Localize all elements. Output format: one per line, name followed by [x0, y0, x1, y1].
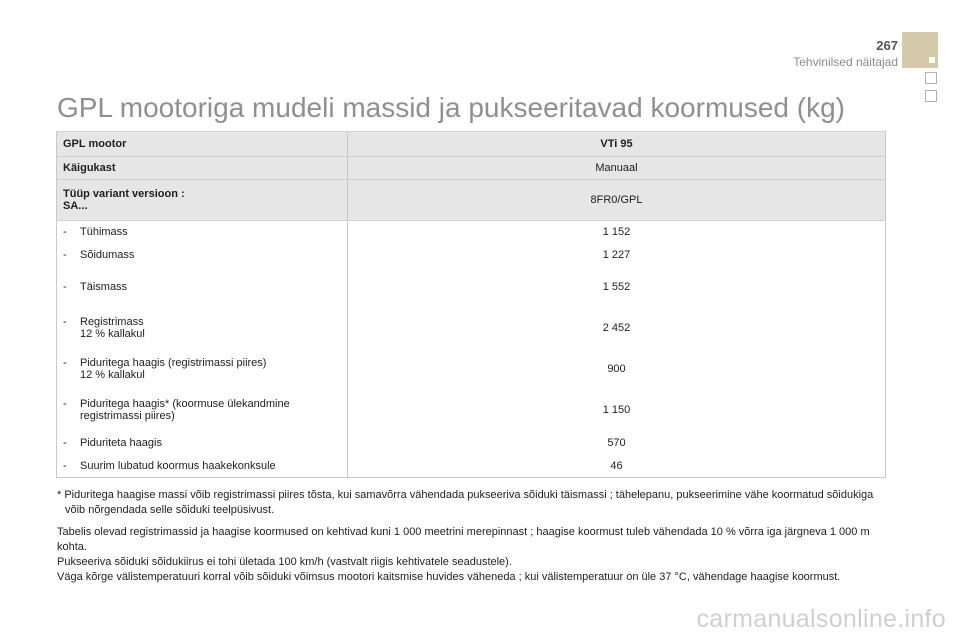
- page-title: GPL mootoriga mudeli massid ja pukseeritavad koormused (kg): [57, 92, 845, 123]
- row-value: 1 152: [348, 221, 886, 244]
- table-header-row: [57, 157, 886, 180]
- table-header-row: [57, 180, 886, 221]
- type-label: [57, 180, 348, 221]
- engine-value: VTi 95: [348, 132, 886, 157]
- notes: [57, 488, 887, 585]
- row-label: - Tühimass: [63, 226, 128, 239]
- row-value: 900: [348, 348, 886, 390]
- row-label: - Piduriteta haagis: [63, 436, 162, 449]
- table-row: [57, 221, 886, 244]
- type-label-line1: Tüüp variant versioon :: [63, 188, 185, 200]
- mass-table: [56, 131, 886, 478]
- type-label-line2: SA...: [63, 200, 88, 212]
- row-label: - Piduritega haagis (registrimassi piires) 12 % kallakul: [63, 356, 267, 381]
- section-label: Tehvinilsed näitajad: [793, 55, 898, 69]
- tab-marker: [929, 57, 935, 63]
- table-header-row: [57, 132, 886, 157]
- footnote: * Piduritega haagise massi võib registrimassi piires tõsta, kui samavõrra vähendada pukseeriva sõiduki täismassi ; tähelepanu, pukseerimine vähe koormatud sõidukiga võib nõrgendada selle sõiduki teelpüsivust.: [57, 489, 874, 516]
- table-row: [57, 431, 886, 455]
- page-nav-box[interactable]: [925, 72, 937, 84]
- table-row: [57, 308, 886, 348]
- row-label: - Täismass: [63, 281, 128, 293]
- row-value: 2 452: [348, 308, 886, 348]
- note-paragraph: Pukseeriva sõiduki sõidukiirus ei tohi ületada 100 km/h (vastvalt riigis kehtivatele seadustele).: [57, 556, 512, 568]
- type-value: 8FR0/GPL: [348, 180, 886, 221]
- section-tab[interactable]: [902, 32, 938, 68]
- row-value: 1 227: [348, 244, 886, 267]
- row-value: 1 150: [348, 390, 886, 431]
- note-paragraph: Väga kõrge välistemperatuuri korral võib sõiduki võimsus mootori kaitsmise huvides väheneda ; kui välistemperatuur on üle 37 °C, vähendage haagise koormust.: [57, 571, 841, 583]
- gearbox-value: Manuaal: [348, 157, 886, 180]
- row-value: 46: [348, 455, 886, 478]
- row-label: - Suurim lubatud koormus haakekonksule: [63, 459, 276, 472]
- watermark: carmanualsonline.info: [696, 605, 946, 633]
- row-value: 1 552: [348, 267, 886, 308]
- row-value: 570: [348, 431, 886, 455]
- table-row: [57, 267, 886, 308]
- row-label: - Sõidumass: [63, 249, 135, 261]
- row-label: - Registrimass 12 % kallakul: [63, 315, 145, 340]
- page-number: 267: [876, 38, 898, 53]
- table-row: [57, 455, 886, 478]
- row-label: - Piduritega haagis* (koormuse ülekandmine registrimassi piires): [63, 398, 290, 422]
- gearbox-label: Käigukast: [57, 157, 348, 180]
- table-row: [57, 244, 886, 267]
- engine-label: GPL mootor: [57, 132, 348, 157]
- page-nav-box[interactable]: [925, 90, 937, 102]
- table-row: [57, 348, 886, 390]
- table-row: [57, 390, 886, 431]
- note-paragraph: Tabelis olevad registrimassid ja haagise koormused on kehtivad kuni 1 000 meetrini merepinnast ; haagise koormust tuleb vähendada 10 % võrra iga järgneva 1 000 m kohta.: [57, 526, 870, 553]
